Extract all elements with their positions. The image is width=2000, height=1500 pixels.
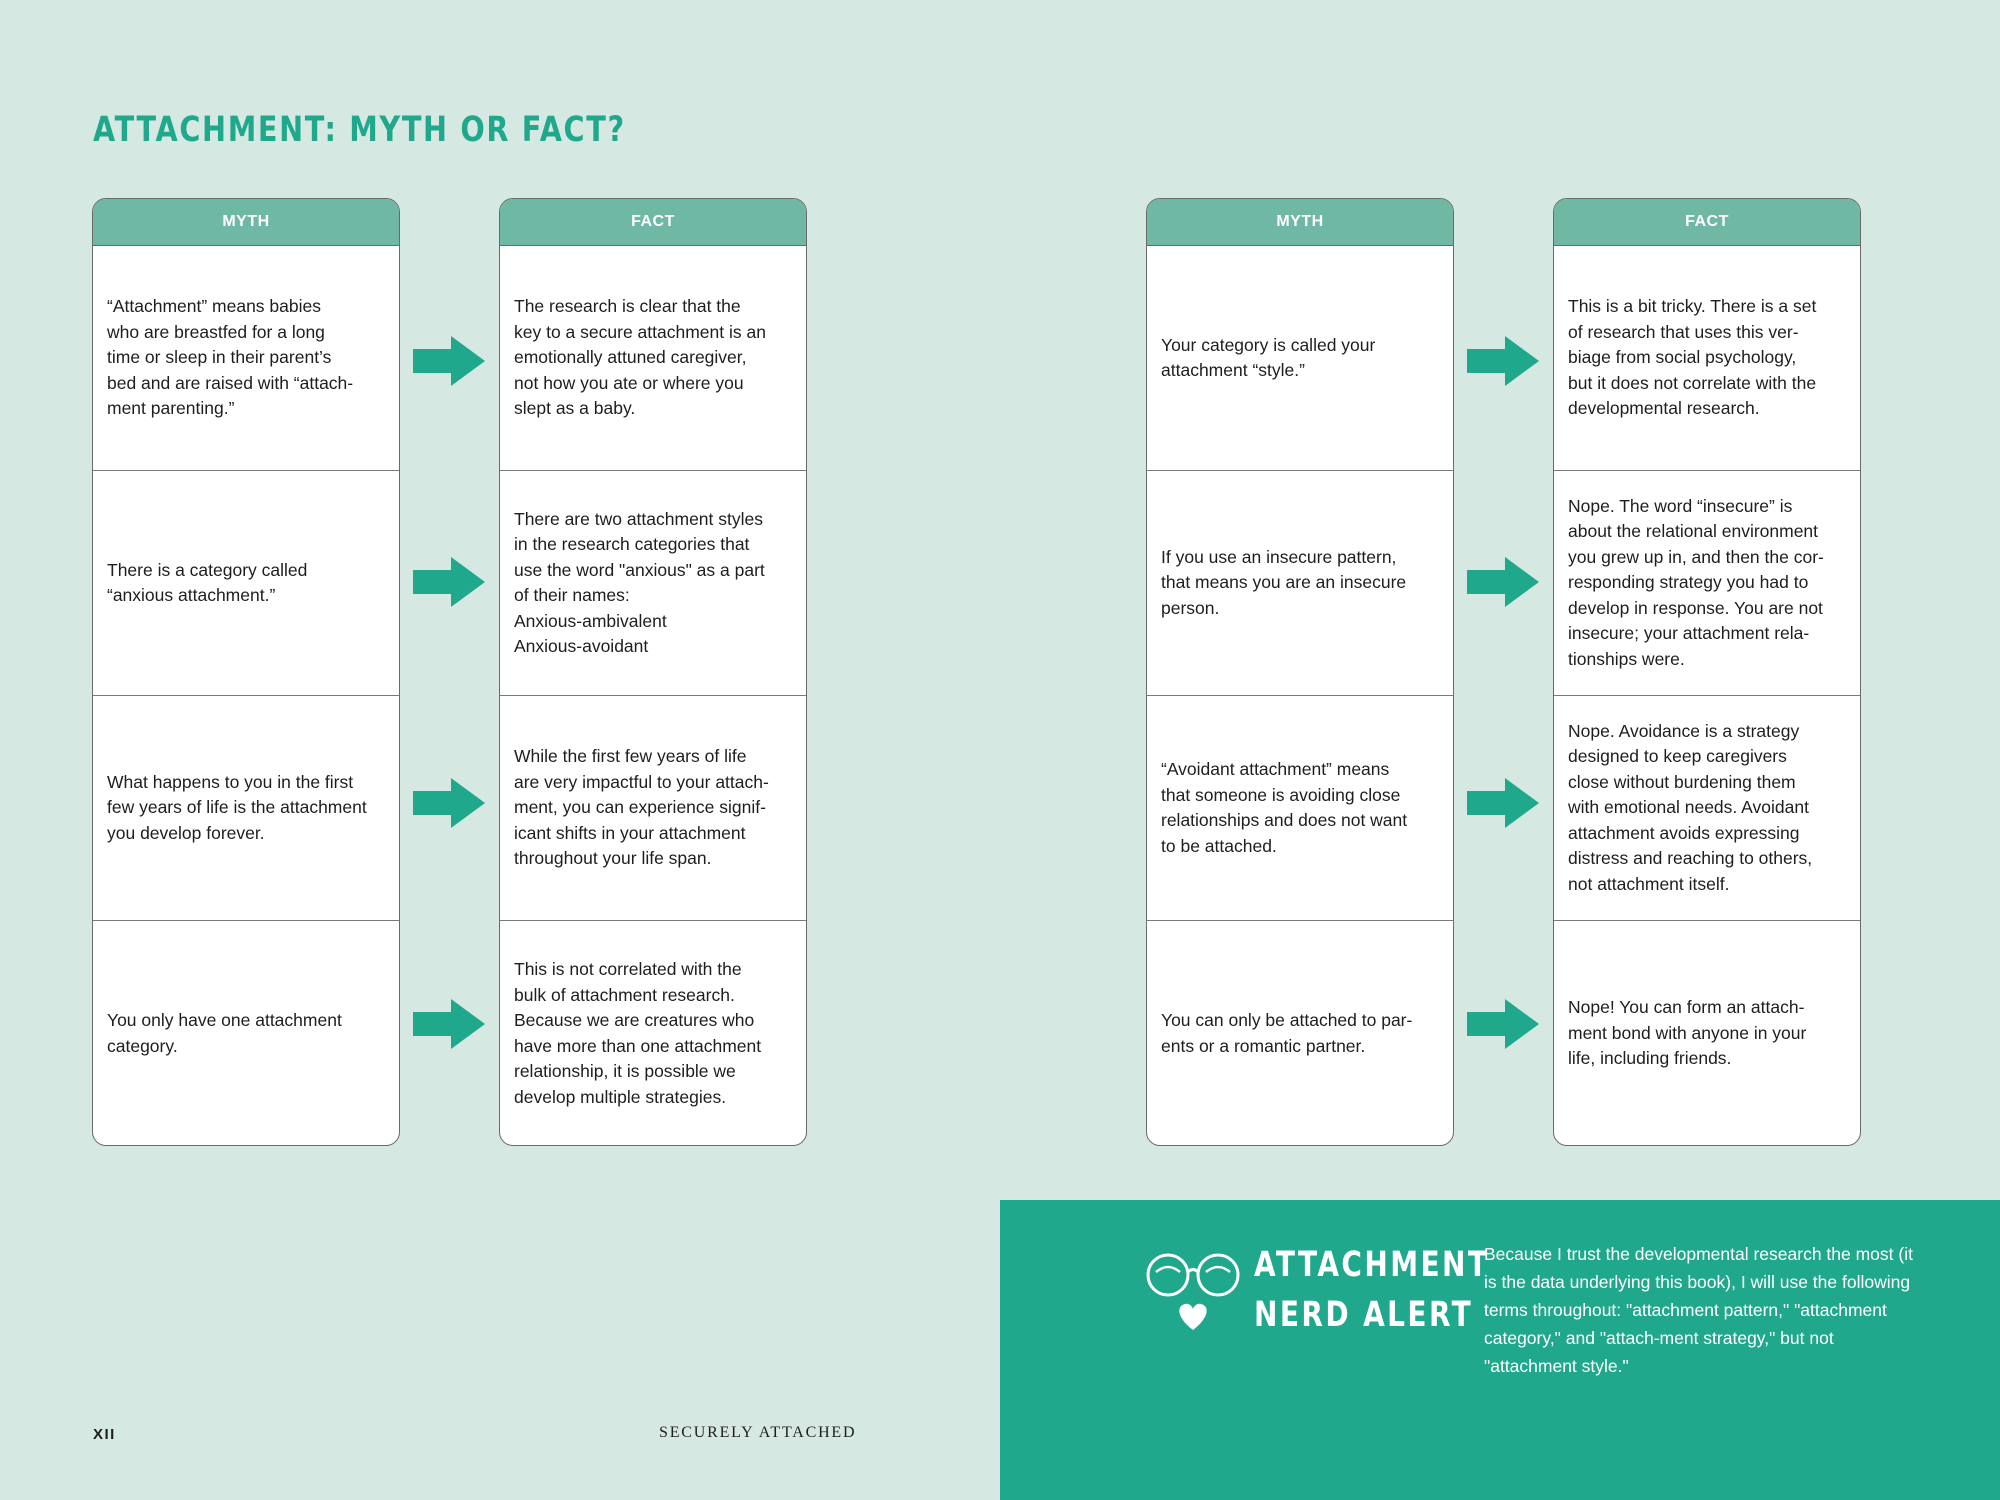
left-fact-cell-1 [500,246,806,471]
callout-title-line-1: ATTACHMENT [1254,1245,1490,1285]
right-fact-cell-4 [1554,921,1860,1146]
arrow-right-icon [413,999,485,1049]
page-title: ATTACHMENT: MYTH OR FACT? [93,110,626,150]
myth-text: “Attachment” means babies who are breastfed for a long time or sleep in their parent’s bed and are raised with “attach- ment parenting.” [107,296,354,419]
myth-text: What happens to you in the first few years of life is the attachment you develop forever. [107,771,367,843]
fact-text: The research is clear that the key to a secure attachment is an emotionally attuned caregiver, not how you ate or where you slept as a baby. [514,296,766,419]
glasses-heart-icon [1146,1248,1240,1332]
arrow-right-icon [413,336,485,386]
right-myth-header: MYTH [1147,199,1453,246]
callout-text: Because I trust the developmental research the most (it is the data underlying this book), I will use the following terms throughout: "attachment pattern," "attachment category," and "attach-ment strategy," but not "attachment style." [1484,1244,1913,1376]
right-fact-column [1553,198,1861,1146]
right-myth-column [1146,198,1454,1146]
arrow-right-icon [1467,778,1539,828]
right-myth-cell-1 [1147,246,1453,471]
arrow-right-icon [1467,999,1539,1049]
left-myth-column [92,198,400,1146]
arrow-right-icon [1467,336,1539,386]
right-myth-cell-2 [1147,471,1453,696]
right-myth-cell-4 [1147,921,1453,1146]
fact-text: This is not correlated with the bulk of attachment research. Because we are creatures who have more than one attachment relationship, it is possible we develop multiple strategies. [514,959,762,1107]
myth-text: Your category is called your attachment “style.” [1161,334,1376,380]
left-fact-cell-2 [500,471,806,696]
myth-text: You only have one attachment category. [107,1010,342,1056]
right-myth-cell-3 [1147,696,1453,921]
callout-title [1254,1240,1489,1340]
left-myth-cell-1 [93,246,399,471]
arrow-right-icon [1467,557,1539,607]
myth-text: There is a category called “anxious attachment.” [107,559,308,605]
left-myth-cell-4 [93,921,399,1146]
left-myth-cell-3 [93,696,399,921]
fact-text: While the first few years of life are very impactful to your attach- ment, you can experience signif- icant shifts in your attachment throughout your life span. [514,746,769,869]
running-title: SECURELY ATTACHED [659,1424,857,1441]
right-fact-cell-3 [1554,696,1860,921]
fact-text: There are two attachment styles in the research categories that use the word "anxious" as a part of their names: Anxious-ambivalent Anxious-avoidant [514,508,765,656]
callout-title-line-2: NERD ALERT [1254,1295,1474,1335]
arrow-right-icon [413,557,485,607]
myth-text: If you use an insecure pattern, that means you are an insecure person. [1161,546,1407,618]
left-fact-cell-4 [500,921,806,1146]
myth-text: “Avoidant attachment” means that someone is avoiding close relationships and does not want to be attached. [1161,759,1408,856]
right-fact-header: FACT [1554,199,1860,246]
right-fact-cell-1 [1554,246,1860,471]
fact-text: Nope. The word “insecure” is about the relational environment you grew up in, and then the cor- responding strategy you had to develop in response. You are not insecure; your attachment rela- tionships were. [1568,495,1824,669]
fact-text: Nope! You can form an attach- ment bond with anyone in your life, including friends. [1568,997,1807,1069]
left-myth-cell-2 [93,471,399,696]
arrow-right-icon [413,778,485,828]
left-myth-header: MYTH [93,199,399,246]
fact-text: Nope. Avoidance is a strategy designed to keep caregivers close without burdening them with emotional needs. Avoidant attachment avoids expressing distress and reaching to others, not attachment itself. [1568,720,1813,894]
left-fact-header: FACT [500,199,806,246]
fact-text: This is a bit tricky. There is a set of research that uses this ver- biage from social psychology, but it does not correlate with the developmental research. [1568,296,1817,419]
left-fact-cell-3 [500,696,806,921]
page-number: XII [93,1426,116,1443]
nerd-alert-callout [1000,1200,2000,1500]
right-fact-cell-2 [1554,471,1860,696]
myth-text: You can only be attached to par- ents or a romantic partner. [1161,1010,1413,1056]
left-fact-column [499,198,807,1146]
